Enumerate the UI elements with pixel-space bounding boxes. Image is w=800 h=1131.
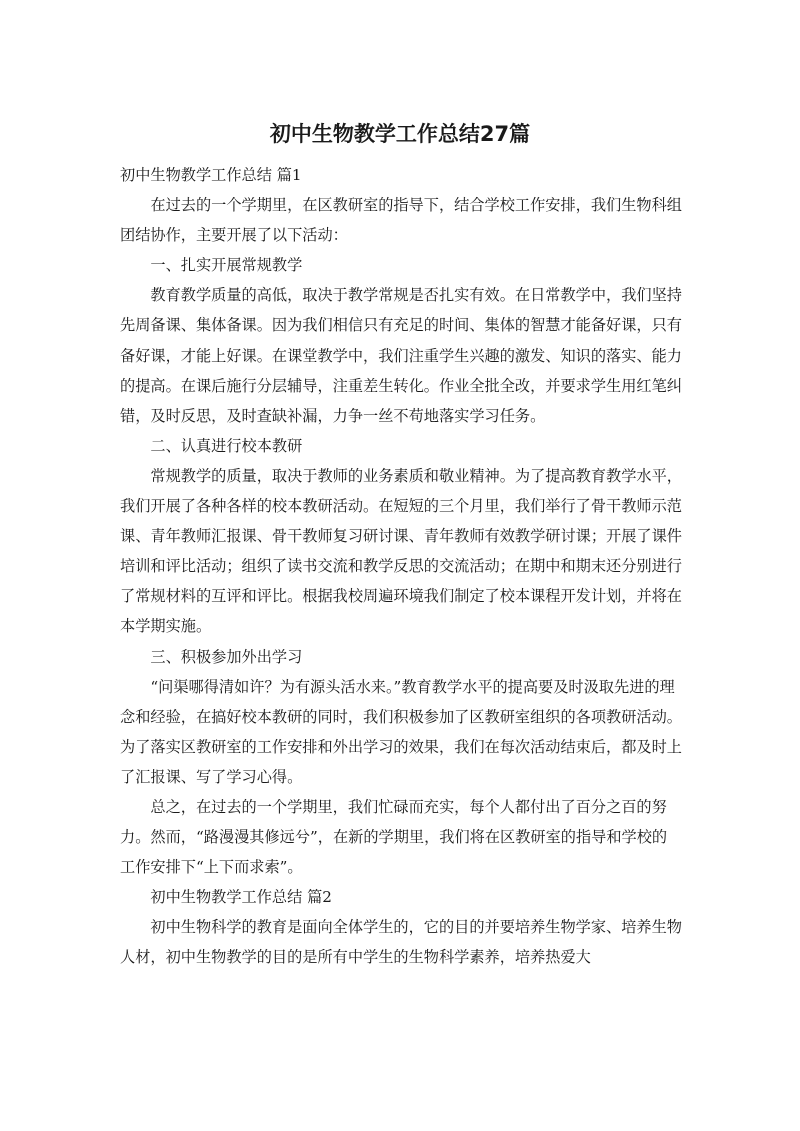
document-title: 初中生物教学工作总结27篇: [269, 122, 531, 146]
paragraph-routine-teaching: 教育教学质量的高低，取决于教学常规是否扎实有效。在日常教学中，我们坚持先周备课、集体备课。因为我们相信只有充足的时间、集体的智慧才能备好课，只有备好课，才能上好课。在课堂教学中，我们注重学生兴趣的激发、知识的落实、能力的提高。在课后施行分层辅导，注重差生转化。作业全批全改，并要求学生用红笔纠错，及时反思，及时查缺补漏，力争一丝不苟地落实学习任务。: [120, 286, 682, 425]
paragraph-summary: 总之，在过去的一个学期里，我们忙碌而充实，每个人都付出了百分之百的努力。然而，“路漫漫其修远兮”，在新的学期里，我们将在区教研室的指导和学校的工作安排下“上下而求索”。: [120, 797, 668, 877]
paragraph-school-research: 常规教学的质量，取决于教师的业务素质和敬业精神。为了提高教育教学水平，我们开展了各种各样的校本教研活动。在短短的三个月里，我们举行了骨干教师示范课、青年教师汇报课、骨干教师复习研讨课、青年教师有效教学研讨课；开展了课件培训和评比活动；组织了读书交流和教学反思的交流活动；在期中和期末还分别进行了常规材料的互评和评比。根据我校周遍环境我们制定了校本课程开发计划，并将在本学期实施。: [120, 466, 682, 636]
paragraph-external-study: “问渠哪得清如许？为有源头活水来。”教育教学水平的提高要及时汲取先进的理念和经验，在搞好校本教研的同时，我们积极参加了区教研室组织的各项教研活动。为了落实区教研室的工作安排和外出学习的效果，我们在每次活动结束后，都及时上了汇报课、写了学习心得。: [120, 677, 682, 786]
section-heading-2: 初中生物教学工作总结 篇2: [150, 888, 332, 907]
subheading-3: 三、积极参加外出学习: [150, 647, 303, 666]
paragraph-intro: 在过去的一个学期里，在区教研室的指导下，结合学校工作安排，我们生物科组团结协作，主要开展了以下活动：: [120, 196, 682, 245]
section-heading-1: 初中生物教学工作总结 篇1: [120, 166, 302, 184]
subheading-1: 一、扎实开展常规教学: [150, 256, 303, 275]
paragraph-section2-intro: 初中生物科学的教育是面向全体学生的，它的目的并要培养生物学家、培养生物人材，初中生物教学的目的是所有中学生的生物科学素养，培养热爱大: [120, 918, 682, 967]
document-body: [120, 160, 682, 973]
subheading-2: 二、认真进行校本教研: [150, 436, 303, 455]
